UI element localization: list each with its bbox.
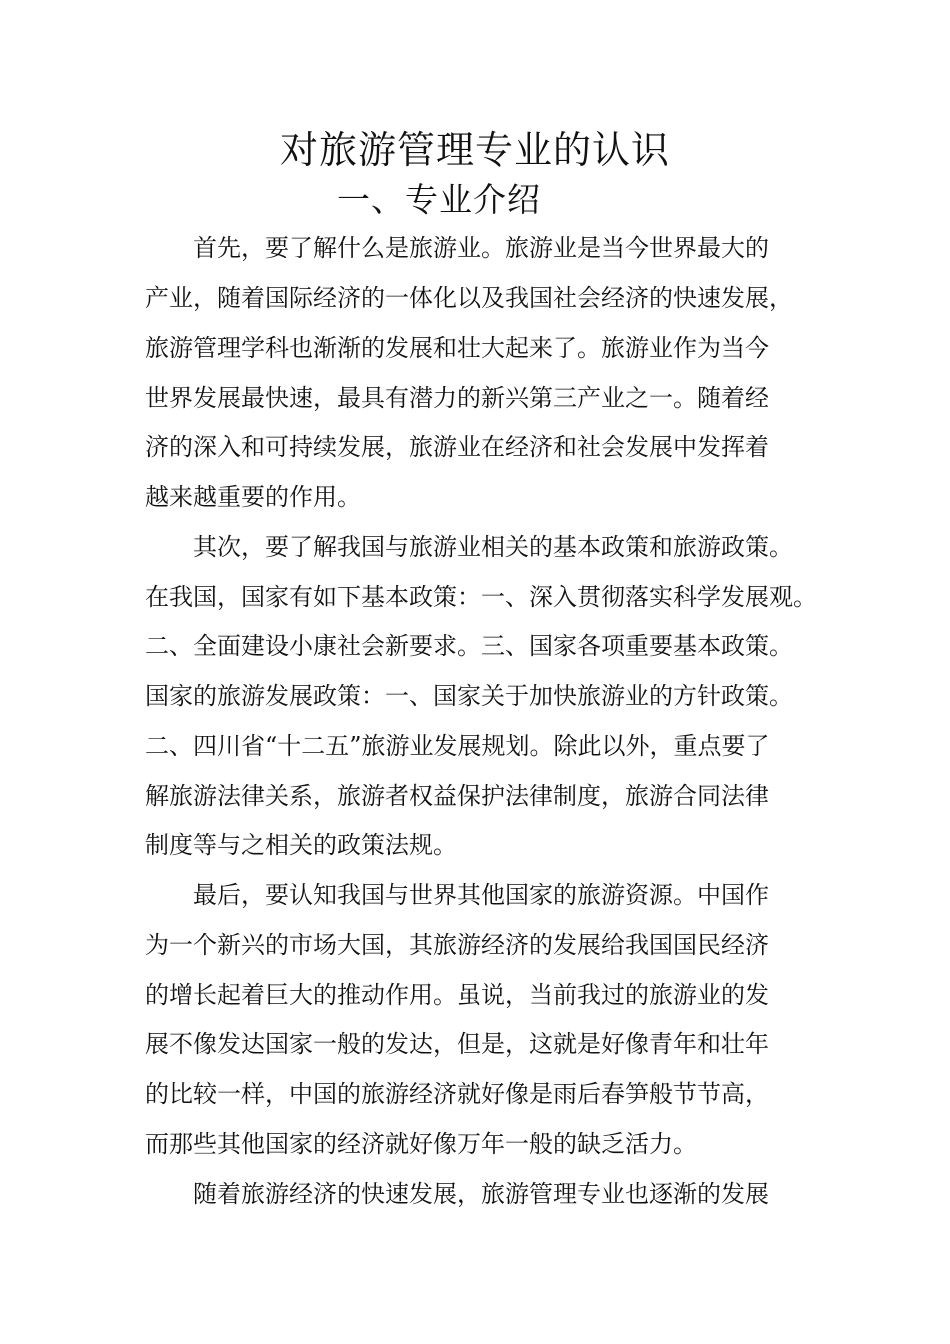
paragraph-line: 随着旅游经济的快速发展，旅游管理专业也逐渐的发展: [193, 1180, 769, 1208]
paragraph-line: 在我国，国家有如下基本政策：一、深入贯彻落实科学发展观。: [145, 583, 817, 611]
paragraph-line: 的增长起着巨大的推动作用。虽说，当前我过的旅游业的发: [145, 981, 769, 1009]
paragraph-line: 为一个新兴的市场大国，其旅游经济的发展给我国国民经济: [145, 931, 769, 959]
paragraph-line: 解旅游法律关系，旅游者权益保护法律制度，旅游合同法律: [145, 782, 769, 810]
paragraph-line: 旅游管理学科也渐渐的发展和壮大起来了。旅游业作为当今: [145, 334, 769, 362]
paragraph-line: 最后，要认知我国与世界其他国家的旅游资源。中国作: [193, 881, 769, 909]
paragraph-line: 展不像发达国家一般的发达，但是，这就是好像青年和壮年: [145, 1030, 769, 1058]
paragraph-line: 济的深入和可持续发展，旅游业在经济和社会发展中发挥着: [145, 433, 769, 461]
paragraph-line: 二、全面建设小康社会新要求。三、国家各项重要基本政策。: [145, 632, 793, 660]
document-title: 对旅游管理专业的认识: [279, 128, 670, 172]
paragraph-line: 其次，要了解我国与旅游业相关的基本政策和旅游政策。: [193, 533, 793, 561]
paragraph-line: 产业，随着国际经济的一体化以及我国社会经济的快速发展，: [145, 284, 793, 312]
paragraph-line: 世界发展最快速，最具有潜力的新兴第三产业之一。随着经: [145, 384, 769, 412]
paragraph-line: 二、四川省“十二五”旅游业发展规划。除此以外，重点要了: [145, 732, 770, 760]
paragraph-line: 首先，要了解什么是旅游业。旅游业是当今世界最大的: [193, 234, 769, 262]
paragraph-line: 的比较一样，中国的旅游经济就好像是雨后春笋般节节高，: [145, 1080, 769, 1108]
section-heading: 一、专业介绍: [337, 180, 541, 219]
paragraph-line: 越来越重要的作用。: [145, 483, 361, 511]
paragraph-line: 而那些其他国家的经济就好像万年一般的缺乏活力。: [145, 1130, 697, 1158]
paragraph-line: 制度等与之相关的政策法规。: [145, 831, 457, 859]
paragraph-line: 国家的旅游发展政策：一、国家关于加快旅游业的方针政策。: [145, 682, 793, 710]
